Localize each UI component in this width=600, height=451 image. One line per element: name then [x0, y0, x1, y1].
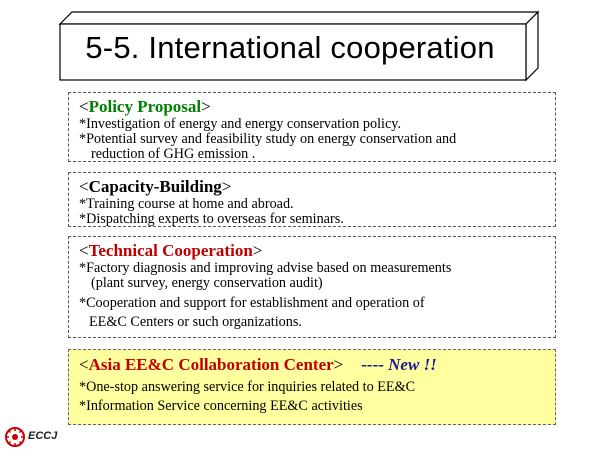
logo-text: ECCJ [28, 430, 58, 442]
asia-collaboration-center-title: Asia EE&C Collaboration Center [88, 355, 334, 374]
capacity-building-title: Capacity-Building [88, 177, 222, 196]
list-item: *Dispatching experts to overseas for seminars. [79, 211, 344, 227]
section-heading [79, 241, 547, 261]
bracket-close: > [221, 177, 232, 196]
bracket-open: < [79, 241, 89, 260]
policy-proposal-title: Policy Proposal [88, 97, 202, 116]
policy-proposal-section [68, 92, 556, 162]
bracket-close: > [333, 355, 344, 374]
bracket-close: > [201, 97, 211, 116]
list-item: (plant survey, energy conservation audit) [91, 275, 323, 291]
technical-cooperation-section [68, 236, 556, 338]
list-item: *Investigation of energy and energy conservation policy. [79, 116, 402, 132]
technical-cooperation-title: Technical Cooperation [88, 241, 253, 260]
list-item: *Training course at home and abroad. [79, 196, 294, 212]
list-item: *Information Service concerning EE&C activities [79, 398, 363, 414]
capacity-building-section [68, 172, 556, 227]
list-item: reduction of GHG emission . [91, 146, 256, 162]
section-heading [79, 97, 547, 117]
section-heading [79, 177, 547, 197]
bracket-open: < [79, 355, 89, 374]
bracket-open: < [79, 177, 89, 196]
list-item: *Potential survey and feasibility study on energy conservation and [79, 131, 457, 147]
eccj-logo-icon [4, 426, 26, 448]
list-item: *One-stop answering service for inquiries related to EE&C [79, 379, 416, 395]
page-title: 5-5. International cooperation [85, 30, 495, 65]
bracket-open: < [79, 97, 89, 116]
new-label: ---- New !! [361, 355, 437, 374]
bracket-close: > [252, 241, 263, 260]
list-item: *Factory diagnosis and improving advise based on measurements [79, 260, 452, 276]
list-item: *Cooperation and support for establishment and operation of [79, 295, 425, 311]
section-heading [79, 354, 547, 376]
title-box [58, 10, 540, 82]
list-item: EE&C Centers or such organizations. [89, 314, 302, 330]
asia-collaboration-center-section [68, 349, 556, 425]
